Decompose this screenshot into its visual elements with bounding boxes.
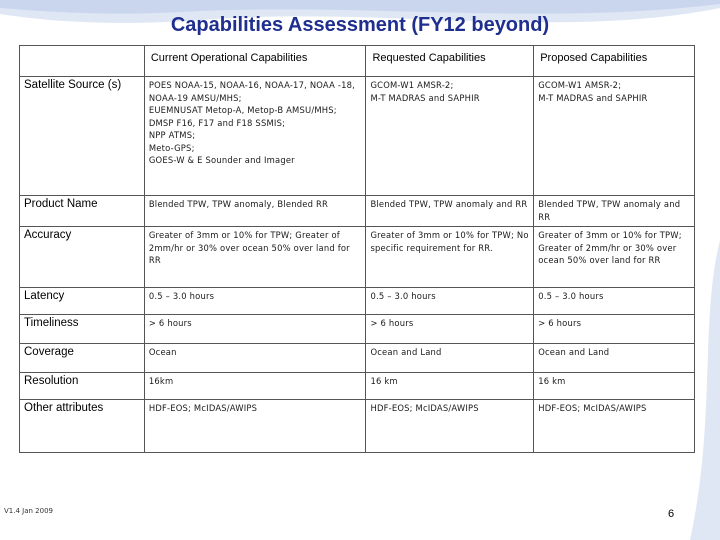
cell-line: Greater of 2mm/hr or 30% over ocean 50% over land for RR — [538, 242, 677, 265]
cell-proposed — [534, 288, 695, 315]
cell-proposed — [534, 196, 695, 227]
column-header-current: Current Operational Capabilities — [144, 46, 366, 77]
cell-proposed — [534, 400, 695, 453]
cell-current — [144, 288, 366, 315]
cell-line: 16 km — [370, 376, 398, 386]
cell-line: GOES-W & E Sounder and Imager — [148, 155, 295, 165]
cell-line: HDF-EOS; McIDAS/AWIPS — [370, 403, 479, 413]
cell-requested — [366, 344, 534, 373]
cell-proposed — [534, 373, 695, 400]
cell-line: 0.5 – 3.0 hours — [538, 291, 604, 301]
table-row — [20, 373, 695, 400]
cell-requested — [366, 77, 534, 196]
page-number: 6 — [668, 508, 675, 520]
cell-line: > 6 hours — [538, 318, 582, 328]
row-label: Product Name — [20, 196, 145, 227]
row-label: Accuracy — [20, 227, 145, 288]
cell-line: NPP ATMS; — [148, 130, 196, 140]
cell-line: M-T MADRAS and SAPHIR — [538, 92, 648, 103]
cell-line: Ocean — [148, 347, 177, 357]
cell-line: Greater of 3mm or 10% for TPW; Greater of 2mm/hr or 30% over ocean 50% over land for RR — [148, 230, 350, 265]
cell-current — [144, 227, 366, 288]
cell-current — [144, 315, 366, 344]
cell-line: Ocean and Land — [538, 347, 610, 357]
cell-line: GCOM-W1 AMSR-2; — [538, 80, 622, 90]
cell-line: Greater of 3mm or 10% for TPW; No specific requirement for RR. — [370, 230, 529, 253]
table-header-row — [20, 46, 695, 77]
cell-line: Blended TPW, TPW anomaly and RR — [370, 199, 528, 209]
cell-line: Meto-GPS; — [148, 142, 195, 153]
cell-line: M-T MADRAS and SAPHIR — [370, 92, 480, 103]
cell-line: 0.5 – 3.0 hours — [148, 291, 215, 301]
row-label: Latency — [20, 288, 145, 315]
cell-line: HDF-EOS; McIDAS/AWIPS — [538, 403, 647, 413]
row-label: Other attributes — [20, 400, 145, 453]
cell-requested — [366, 288, 534, 315]
cell-current — [144, 373, 366, 400]
cell-line: Blended TPW, TPW anomaly and RR — [538, 199, 681, 222]
cell-line: HDF-EOS; McIDAS/AWIPS — [148, 403, 258, 413]
page-title: Capabilities Assessment (FY12 beyond) — [170, 14, 550, 36]
cell-current — [144, 344, 366, 373]
cell-proposed — [534, 77, 695, 196]
capabilities-table — [19, 45, 695, 453]
table-row — [20, 315, 695, 344]
table-row — [20, 196, 695, 227]
cell-line: 0.5 – 3.0 hours — [370, 291, 436, 301]
cell-proposed — [534, 227, 695, 288]
version-footer: V1.4 Jan 2009 — [4, 507, 53, 515]
cell-proposed — [534, 315, 695, 344]
cell-requested — [366, 227, 534, 288]
cell-line: Blended TPW, TPW anomaly, Blended RR — [148, 199, 328, 209]
table-row — [20, 227, 695, 288]
table-row — [20, 400, 695, 453]
cell-current — [144, 196, 366, 227]
cell-line: 16 km — [538, 376, 566, 386]
cell-current — [144, 77, 366, 196]
row-label: Timeliness — [20, 315, 145, 344]
cell-line: GCOM-W1 AMSR-2; — [370, 80, 454, 90]
cell-line: POES NOAA-15, NOAA-16, NOAA-17, NOAA -18, NOAA-19 AMSU/MHS; — [148, 80, 356, 103]
table-row — [20, 344, 695, 373]
cell-requested — [366, 196, 534, 227]
cell-current — [144, 400, 366, 453]
cell-proposed — [534, 344, 695, 373]
cell-line: DMSP F16, F17 and F18 SSMIS; — [148, 117, 286, 128]
table-row — [20, 77, 695, 196]
row-label: Resolution — [20, 373, 145, 400]
column-header-empty — [20, 46, 145, 77]
column-header-requested: Requested Capabilities — [366, 46, 534, 77]
cell-line: Ocean and Land — [370, 347, 442, 357]
cell-line: > 6 hours — [148, 318, 192, 328]
cell-line: > 6 hours — [370, 318, 414, 328]
cell-line: 16km — [148, 376, 174, 386]
row-label: Coverage — [20, 344, 145, 373]
cell-requested — [366, 315, 534, 344]
row-label: Satellite Source (s) — [20, 77, 145, 196]
cell-requested — [366, 373, 534, 400]
cell-line: EUEMNUSAT Metop-A, Metop-B AMSU/MHS; — [148, 105, 337, 115]
column-header-proposed: Proposed Capabilities — [534, 46, 695, 77]
cell-requested — [366, 400, 534, 453]
table-row — [20, 288, 695, 315]
cell-line: Greater of 3mm or 10% for TPW; — [538, 230, 682, 240]
